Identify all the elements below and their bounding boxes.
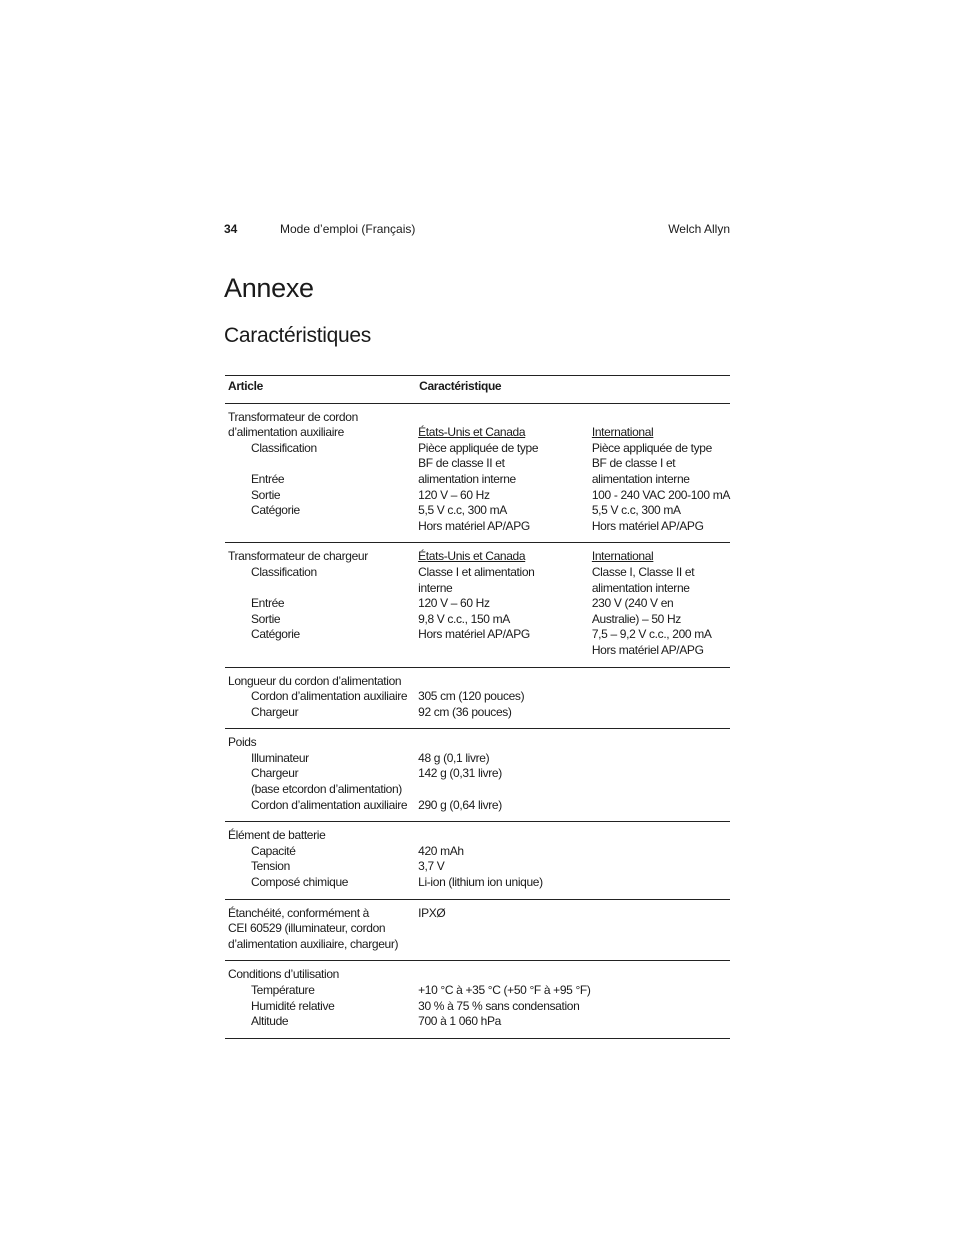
spec-table: [225, 375, 730, 1039]
cell-line: 700 à 1 060 hPa: [418, 1014, 501, 1029]
spec-cell-international: [591, 403, 730, 543]
spec-cell-international: [591, 667, 730, 729]
cell-line: 92 cm (36 pouces): [418, 704, 512, 719]
cell-line: Entrée: [251, 596, 285, 611]
cell-line: Longueur du cordon d’alimentation: [228, 673, 402, 688]
cell-line: Altitude: [251, 1014, 289, 1029]
cell-line: 230 V (240 V en: [591, 596, 674, 611]
spec-cell: [417, 961, 591, 1038]
cell-line: alimentation interne: [591, 580, 690, 595]
cell-line: 9,8 V c.c., 150 mA: [418, 611, 510, 626]
cell-line: Transformateur de cordon: [228, 409, 358, 424]
table-row: [225, 961, 730, 1038]
cell-line: 30 % à 75 % sans condensation: [418, 998, 580, 1013]
spacer-line: [418, 828, 591, 844]
cell-line: 120 V – 60 Hz: [418, 596, 490, 611]
cell-line: 7,5 – 9,2 V c.c., 200 mA: [591, 627, 712, 642]
cell-line: Australie) – 50 Hz: [591, 611, 681, 626]
spacer-line: [592, 410, 730, 426]
table-row: [225, 899, 730, 961]
cell-line: Chargeur: [251, 704, 299, 719]
cell-line: Catégorie: [251, 503, 300, 518]
cell-line: Entrée: [251, 471, 285, 486]
item-cell: [225, 822, 417, 899]
section-title: Caractéristiques: [224, 324, 371, 347]
cell-line: Catégorie: [251, 627, 300, 642]
table-row: [225, 543, 730, 667]
spacer-line: [418, 967, 591, 983]
cell-line: États-Unis et Canada: [418, 425, 526, 440]
item-cell: [225, 403, 417, 543]
cell-line: Cordon d’alimentation auxiliaire: [251, 797, 408, 812]
cell-line: International: [591, 549, 654, 564]
item-cell: [225, 961, 417, 1038]
cell-line: 5,5 V c.c, 300 mA: [418, 503, 507, 518]
cell-line: Chargeur: [251, 766, 299, 781]
cell-line: Pièce appliquée de type: [418, 440, 539, 455]
cell-line: États-Unis et Canada: [418, 549, 526, 564]
cell-line: Classification: [251, 564, 317, 579]
cell-line: Tension: [251, 859, 290, 874]
spec-cell: [417, 403, 591, 543]
cell-line: d’alimentation auxiliaire, chargeur): [228, 936, 399, 951]
cell-line: 120 V – 60 Hz: [418, 487, 490, 502]
cell-line: Li-ion (lithium ion unique): [418, 875, 543, 890]
column-header-caracteristique: Caractéristique: [419, 379, 502, 393]
spacer-line: [418, 782, 591, 798]
cell-line: Hors matériel AP/APG: [591, 518, 704, 533]
spec-cell: [417, 667, 591, 729]
table-row: [225, 667, 730, 729]
table-row: [225, 729, 730, 822]
cell-line: (base etcordon d’alimentation): [251, 782, 402, 797]
spec-cell-international: [591, 961, 730, 1038]
cell-line: IPXØ: [418, 905, 446, 920]
spec-cell: [417, 543, 591, 667]
cell-line: Hors matériel AP/APG: [591, 642, 704, 657]
item-cell: [225, 899, 417, 961]
spec-cell: [417, 899, 591, 961]
cell-line: Cordon d’alimentation auxiliaire: [251, 689, 408, 704]
cell-line: 142 g (0,31 livre): [418, 766, 502, 781]
cell-line: Sortie: [251, 487, 281, 502]
cell-line: Pièce appliquée de type: [591, 440, 712, 455]
cell-line: Poids: [228, 735, 257, 750]
cell-line: Température: [251, 983, 315, 997]
cell-line: Hors matériel AP/APG: [418, 518, 530, 533]
cell-line: Classification: [251, 440, 317, 455]
cell-line: 290 g (0,64 livre): [418, 797, 502, 812]
cell-line: Hors matériel AP/APG: [418, 627, 530, 642]
spec-cell-international: [591, 729, 730, 822]
spacer-line: [418, 410, 591, 426]
cell-line: Classe I, Classe II et: [591, 564, 695, 579]
cell-line: Élément de batterie: [228, 828, 326, 843]
cell-line: Capacité: [251, 843, 296, 858]
cell-line: 48 g (0,1 livre): [418, 750, 490, 765]
cell-line: interne: [418, 580, 453, 595]
cell-line: d’alimentation auxiliaire: [228, 425, 344, 440]
cell-line: alimentation interne: [418, 471, 516, 486]
document-title: Mode d’emploi (Français): [280, 222, 416, 236]
cell-line: Étanchéité, conformément à: [228, 905, 369, 920]
cell-line: 3,7 V: [418, 859, 445, 874]
table-header-row: [225, 376, 730, 404]
cell-line: 305 cm (120 pouces): [418, 689, 525, 704]
spacer-line: [418, 735, 591, 751]
spacer-line: [228, 581, 417, 597]
page-number: 34: [224, 222, 238, 236]
spec-cell-international: [591, 899, 730, 961]
cell-line: alimentation interne: [591, 471, 690, 486]
spec-cell-international: [591, 822, 730, 899]
table-row: [225, 822, 730, 899]
cell-line: International: [591, 425, 654, 440]
item-cell: [225, 667, 417, 729]
cell-line: CEI 60529 (illuminateur, cordon: [228, 921, 386, 936]
cell-line: 5,5 V c.c, 300 mA: [591, 503, 681, 518]
cell-line: BF de classe I et: [591, 456, 676, 471]
cell-line: Illuminateur: [251, 750, 309, 765]
cell-line: 100 - 240 VAC 200-100 mA: [591, 487, 730, 502]
cell-line: Sortie: [251, 611, 281, 626]
spacer-line: [228, 456, 417, 472]
table-row: [225, 403, 730, 543]
spec-table-body: [225, 403, 730, 1038]
page-title: Annexe: [224, 273, 314, 303]
spec-cell: [417, 822, 591, 899]
cell-line: Composé chimique: [251, 875, 349, 890]
cell-line: 420 mAh: [418, 843, 464, 858]
cell-line: +10 °C à +35 °C (+50 °F à +95 °F): [418, 983, 591, 997]
item-cell: [225, 543, 417, 667]
column-header-article: Article: [228, 379, 263, 393]
cell-line: BF de classe II et: [418, 456, 505, 471]
spec-cell: [417, 729, 591, 822]
spec-cell-international: [591, 543, 730, 667]
cell-line: Transformateur de chargeur: [228, 549, 368, 564]
brand-name: Welch Allyn: [668, 222, 730, 236]
cell-line: Classe I et alimentation: [418, 564, 535, 579]
cell-line: Humidité relative: [251, 998, 335, 1013]
item-cell: [225, 729, 417, 822]
cell-line: Conditions d’utilisation: [228, 967, 340, 982]
spacer-line: [418, 674, 591, 690]
